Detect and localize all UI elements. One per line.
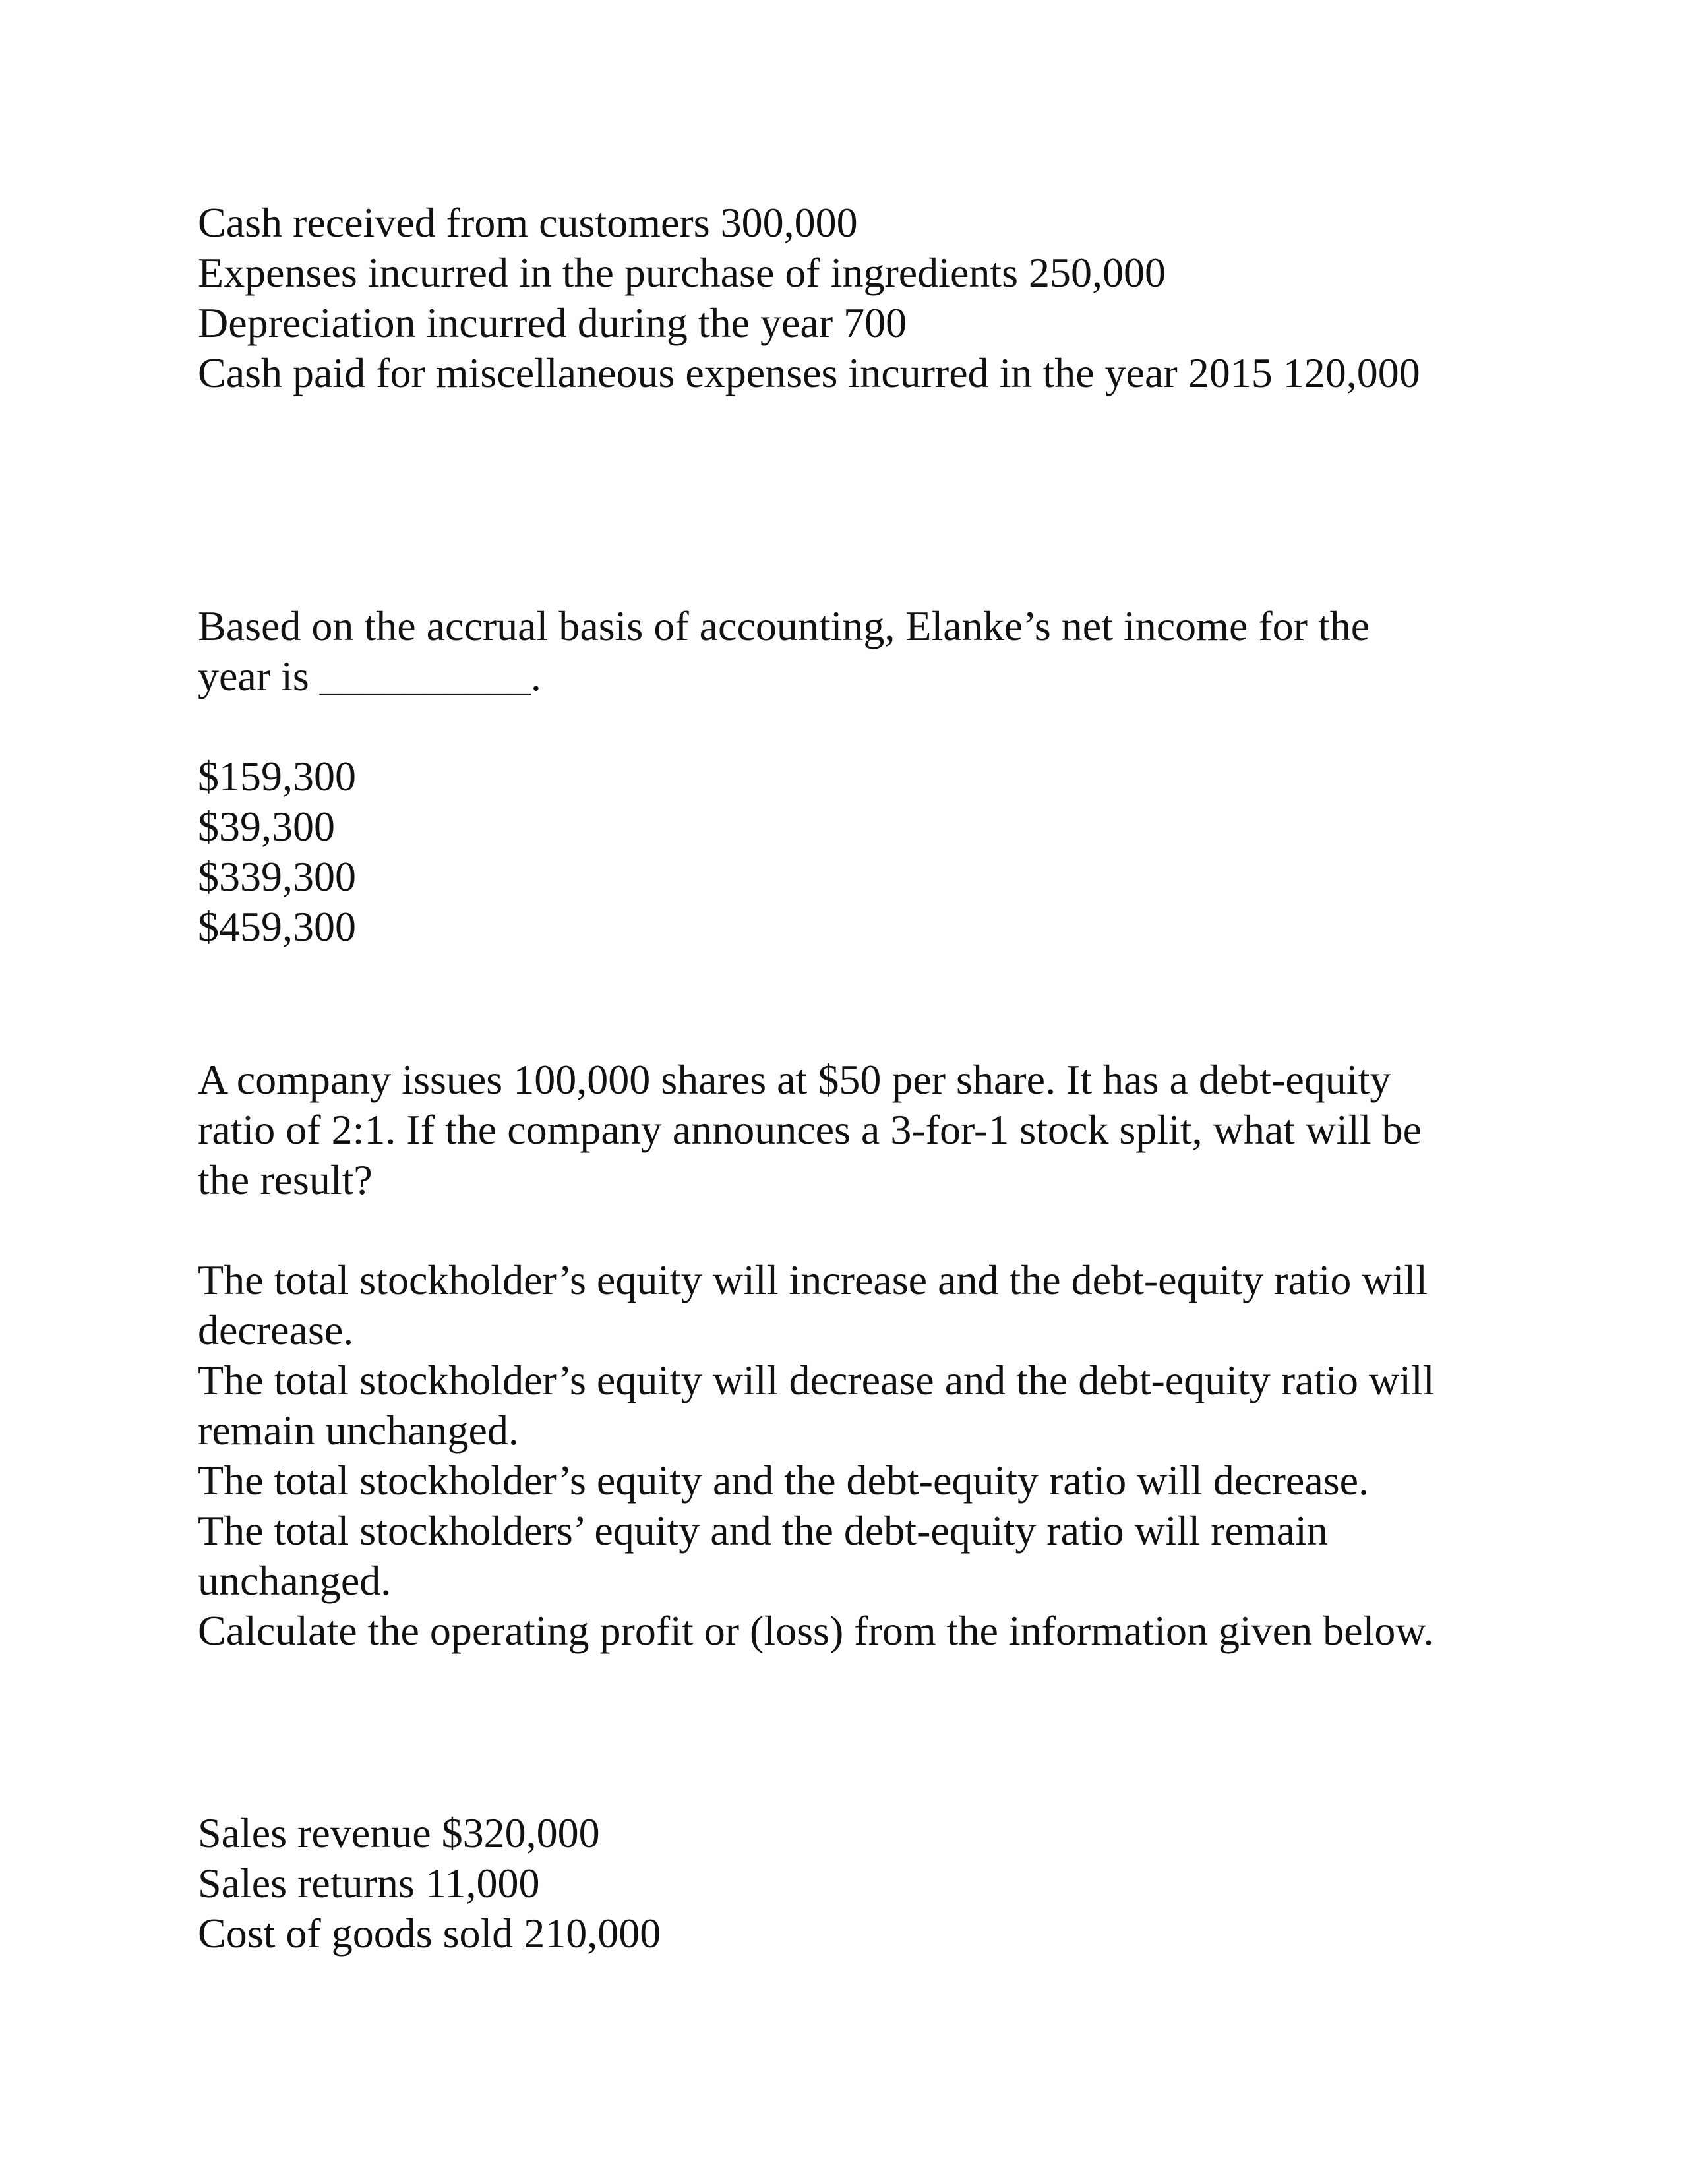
question-operating-profit: Calculate the operating profit or (loss) from the information given below. [198,1607,1434,1654]
question-text-line: year is __________. [198,653,541,699]
data-line: Expenses incurred in the purchase of ingredients 250,000 [198,249,1166,296]
data-line: Depreciation incurred during the year 700 [198,299,907,346]
data-line: Cash received from customers 300,000 [198,199,858,246]
question-stock-split [198,1055,1490,1205]
data-list-cash [198,198,1517,398]
question-net-income [198,601,1451,701]
answer-option[interactable]: The total stockholder’s equity will increase and the debt-equity ratio will decrease. [198,1256,1428,1353]
answer-option[interactable]: $39,300 [198,803,335,850]
answer-option[interactable]: The total stockholder’s equity will decrease and the debt-equity ratio will remain unchanged. [198,1357,1435,1454]
data-line: Cash paid for miscellaneous expenses incurred in the year 2015 120,000 [198,349,1420,396]
question-text-line: A company issues 100,000 shares at $50 per share. It has a debt-equity [198,1056,1391,1103]
data-line: Cost of goods sold 210,000 [198,1910,661,1957]
data-list-sales [198,1808,1517,1959]
data-line: Sales revenue $320,000 [198,1810,600,1856]
question-text-line: ratio of 2:1. If the company announces a 3-for-1 stock split, what will be [198,1106,1422,1153]
answer-option[interactable]: $459,300 [198,903,356,950]
answer-options-stock-split [198,1255,1490,1656]
answer-option[interactable]: The total stockholders’ equity and the debt-equity ratio will remain unchanged. [198,1507,1328,1604]
answer-option[interactable]: $339,300 [198,853,356,900]
question-text-line: the result? [198,1156,373,1203]
answer-option[interactable]: The total stockholder’s equity and the debt-equity ratio will decrease. [198,1457,1370,1504]
data-line: Sales returns 11,000 [198,1860,540,1906]
answer-option[interactable]: $159,300 [198,753,356,800]
question-text-line: Based on the accrual basis of accounting, Elanke’s net income for the [198,603,1370,649]
answer-options-net-income [198,752,1517,952]
